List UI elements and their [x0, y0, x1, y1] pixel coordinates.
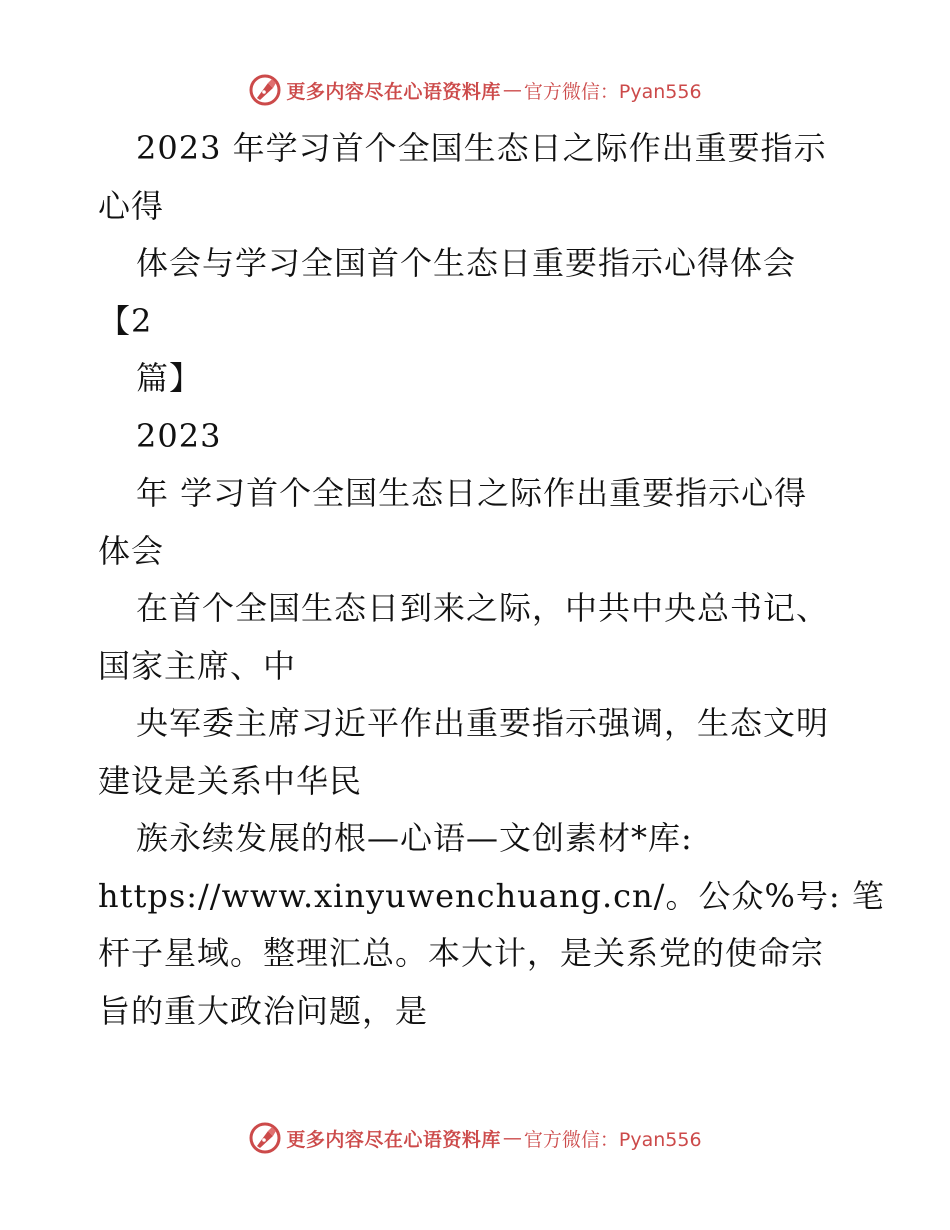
footer-watermark	[0, 1118, 950, 1158]
text-line: 杆子星域。整理汇总。本大计，是关系党的使命宗	[98, 934, 825, 972]
text-line: 央军委主席习近平作出重要指示强调，生态文明	[136, 704, 830, 742]
pen-nib-logo-icon	[248, 1121, 282, 1155]
text-line: 在首个全国生态日到来之际，中共中央总书记、	[136, 589, 830, 627]
text-line: 旨的重大政治问题，是	[98, 991, 429, 1030]
text-line: 体会与学习全国首个生态日重要指示心得体会	[136, 244, 797, 282]
pen-nib-logo-icon	[248, 73, 282, 107]
text-line: 【2	[98, 301, 153, 340]
watermark-separator: —	[502, 1127, 522, 1149]
text-line: 心得	[98, 186, 165, 225]
text-line: 族永续发展的根—心语—文创素材*库:	[136, 819, 693, 857]
text-line: 国家主席、中	[98, 646, 297, 685]
text-line: https://www.xinyuwenchuang.cn/。公众%号: 笔	[98, 876, 885, 915]
text-line: 体会	[98, 531, 165, 570]
document-body	[98, 120, 885, 1040]
text-line: 年 学习首个全国生态日之际作出重要指示心得	[136, 474, 808, 512]
watermark-text: 更多内容尽在心语资料库	[286, 1128, 501, 1151]
watermark-text: 更多内容尽在心语资料库	[286, 80, 501, 103]
text-line: 建设是关系中华民	[98, 761, 363, 800]
watermark-separator: —	[502, 79, 522, 101]
watermark-contact: 官方微信：Pyan556	[523, 80, 702, 103]
text-line: 篇】	[136, 359, 203, 397]
text-line: 2023	[136, 416, 222, 455]
watermark-contact: 官方微信：Pyan556	[523, 1128, 702, 1151]
header-watermark	[0, 70, 950, 110]
text-line: 2023 年学习首个全国生态日之际作出重要指示	[136, 129, 827, 167]
